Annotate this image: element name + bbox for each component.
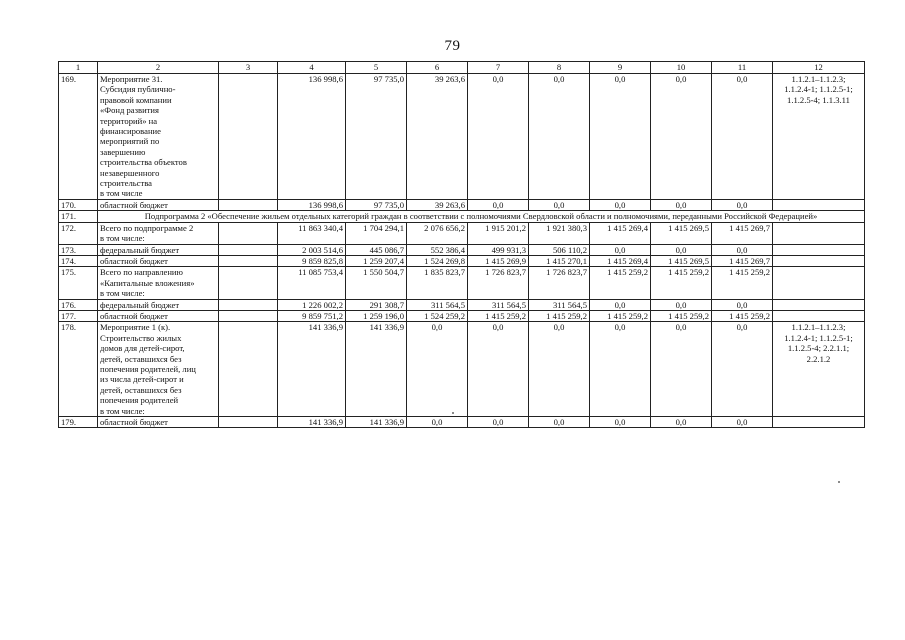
target-indicators [773,244,865,255]
row-name-line: Строительство жилых [100,332,182,343]
year-value-11: 1 415 269,7 [712,222,773,244]
year-value-5: 445 086,7 [346,244,407,255]
row-number: 172. [59,222,98,244]
target-indicators [773,299,865,310]
year-value-10: 0,0 [651,322,712,417]
year-value-5: 291 308,7 [346,299,407,310]
year-value-11: 1 415 269,7 [712,255,773,266]
row-name-line: «Капитальные вложения» [100,277,195,288]
year-value-10: 1 415 269,5 [651,255,712,266]
year-value-5: 1 259 196,0 [346,310,407,321]
year-value-10: 0,0 [651,74,712,200]
year-value-7: 0,0 [468,322,529,417]
year-value-9: 0,0 [590,417,651,428]
year-value-6: 0,0 [407,322,468,417]
year-value-9: 1 415 259,2 [590,310,651,321]
year-value-11: 0,0 [712,417,773,428]
table-row [59,255,865,266]
total-value: 1 226 002,2 [278,299,346,310]
col-3-value [219,255,278,266]
row-name-line: правовой компании [100,94,172,105]
year-value-9: 0,0 [590,244,651,255]
column-header-11: 11 [712,62,773,74]
column-header-5: 5 [346,62,407,74]
year-value-6: 1 524 259,2 [407,310,468,321]
row-number: 174. [59,255,98,266]
year-value-11: 0,0 [712,74,773,200]
table-row [59,74,865,200]
year-value-11: 0,0 [712,299,773,310]
col-3-value [219,299,278,310]
target-indicators [773,310,865,321]
year-value-9: 1 415 269,4 [590,222,651,244]
year-value-10: 0,0 [651,417,712,428]
row-name-line: в том числе: [100,288,145,299]
column-header-9: 9 [590,62,651,74]
year-value-8: 311 564,5 [529,299,590,310]
total-value: 9 859 825,8 [278,255,346,266]
row-name-line: федеральный бюджет [100,299,180,310]
row-name-line: Всего по направлению [100,267,183,278]
year-value-6: 2 076 656,2 [407,222,468,244]
row-number: 177. [59,310,98,321]
row-name-line: незавершенного [100,167,160,178]
target-indicators [773,417,865,428]
column-header-3: 3 [219,62,278,74]
year-value-6: 1 524 269,8 [407,255,468,266]
row-name-line: домов для детей-сирот, [100,343,185,354]
column-header-10: 10 [651,62,712,74]
target-indicators [773,74,865,200]
year-value-7: 0,0 [468,417,529,428]
row-number: 173. [59,244,98,255]
year-value-6: 311 564,5 [407,299,468,310]
year-value-6: 39 263,6 [407,199,468,210]
row-name-line: попечения родителей, лиц [100,363,196,374]
year-value-11: 1 415 259,2 [712,267,773,299]
target-indicator-line: 1.1.2.5-4; 2.2.1.1; [787,343,850,354]
row-name [98,244,219,255]
row-name-line: детей, оставшихся без [100,353,182,364]
column-header-6: 6 [407,62,468,74]
year-value-9: 1 415 259,2 [590,267,651,299]
table-header-row [59,62,865,74]
row-name-line: Субсидия публично- [100,84,176,95]
table-row [59,417,865,428]
total-value: 141 336,9 [278,417,346,428]
year-value-5: 1 259 207,4 [346,255,407,266]
target-indicator-line: 1.1.2.1–1.1.2.3; [791,322,846,333]
year-value-8: 0,0 [529,322,590,417]
row-name-line: мероприятий по [100,136,160,147]
table-row [59,222,865,244]
table-row [59,244,865,255]
page-number: 79 [444,38,461,54]
year-value-5: 141 336,9 [346,417,407,428]
table-row [59,299,865,310]
target-indicator-line: 1.1.2.1–1.1.2.3; [791,74,846,84]
column-header-7: 7 [468,62,529,74]
year-value-7: 1 415 269,9 [468,255,529,266]
row-number: 176. [59,299,98,310]
row-name [98,199,219,210]
budget-table [58,61,865,428]
year-value-8: 0,0 [529,74,590,200]
year-value-9: 1 415 269,4 [590,255,651,266]
total-value: 11 863 340,4 [278,222,346,244]
row-name-line: Всего по подпрограмме 2 [100,222,194,233]
year-value-6: 0,0 [407,417,468,428]
year-value-10: 1 415 259,2 [651,267,712,299]
row-name [98,267,219,299]
scan-speck [838,481,840,483]
year-value-8: 506 110,2 [529,244,590,255]
row-name-line: в том числе: [100,405,145,416]
row-name [98,299,219,310]
year-value-9: 0,0 [590,299,651,310]
year-value-7: 311 564,5 [468,299,529,310]
table-row [59,310,865,321]
year-value-10: 0,0 [651,199,712,210]
row-number: 171. [59,211,98,222]
year-value-9: 0,0 [590,199,651,210]
col-3-value [219,222,278,244]
col-3-value [219,244,278,255]
year-value-8: 1 921 380,3 [529,222,590,244]
year-value-10: 0,0 [651,299,712,310]
col-3-value [219,199,278,210]
column-header-12: 12 [773,62,865,74]
row-name-line: Мероприятие 31. [100,74,163,84]
year-value-7: 0,0 [468,74,529,200]
year-value-7: 1 726 823,7 [468,267,529,299]
row-name-line: попечения родителей [100,395,179,406]
target-indicators [773,267,865,299]
year-value-7: 0,0 [468,199,529,210]
subprogram-title: Подпрограмма 2 «Обеспечение жильем отдельных категорий граждан в соответствии с полномочиями Свердловской области и полномочиями, переданными Российской Федерацией» [98,211,865,222]
row-name-line: «Фонд развития [100,105,159,116]
row-number: 170. [59,199,98,210]
target-indicators [773,322,865,417]
total-value: 2 003 514,6 [278,244,346,255]
year-value-9: 0,0 [590,322,651,417]
total-value: 141 336,9 [278,322,346,417]
year-value-8: 0,0 [529,417,590,428]
row-name-line: федеральный бюджет [100,244,180,255]
table-row [59,322,865,417]
year-value-6: 39 263,6 [407,74,468,200]
row-name-line: Мероприятие 1 (к). [100,322,171,333]
col-3-value [219,417,278,428]
year-value-8: 1 726 823,7 [529,267,590,299]
target-indicators [773,199,865,210]
year-value-9: 0,0 [590,74,651,200]
total-value: 9 859 751,2 [278,310,346,321]
row-name [98,417,219,428]
total-value: 11 085 753,4 [278,267,346,299]
year-value-7: 1 915 201,2 [468,222,529,244]
year-value-6: 552 386,4 [407,244,468,255]
year-value-10: 1 415 259,2 [651,310,712,321]
year-value-6: 1 835 823,7 [407,267,468,299]
row-name-line: завершению [100,146,146,157]
table-row [59,267,865,299]
year-value-10: 1 415 269,5 [651,222,712,244]
row-name-line: детей, оставшихся без [100,384,182,395]
col-3-value [219,74,278,200]
year-value-5: 1 704 294,1 [346,222,407,244]
col-3-value [219,310,278,321]
target-indicators [773,255,865,266]
year-value-8: 1 415 270,1 [529,255,590,266]
table-row [59,211,865,222]
table-row [59,199,865,210]
year-value-8: 1 415 259,2 [529,310,590,321]
target-indicator-line: 1.1.2.5-4; 1.1.3.11 [787,94,850,105]
year-value-5: 1 550 504,7 [346,267,407,299]
row-name-line: областной бюджет [100,310,168,321]
scan-speck [452,412,454,414]
target-indicator-line: 1.1.2.4-1; 1.1.2.5-1; [784,332,853,343]
total-value: 136 998,6 [278,199,346,210]
row-name [98,222,219,244]
row-name [98,255,219,266]
row-number: 178. [59,322,98,417]
row-name-line: в том числе: [100,233,145,244]
year-value-11: 1 415 259,2 [712,310,773,321]
row-name [98,74,219,200]
row-name-line: в том числе [100,188,143,199]
row-name-line: областной бюджет [100,199,168,210]
row-name-line: областной бюджет [100,417,168,427]
row-name [98,322,219,417]
year-value-7: 499 931,3 [468,244,529,255]
row-name [98,310,219,321]
year-value-11: 0,0 [712,199,773,210]
row-number: 179. [59,417,98,428]
row-number: 169. [59,74,98,200]
year-value-11: 0,0 [712,322,773,417]
total-value: 136 998,6 [278,74,346,200]
row-number: 175. [59,267,98,299]
year-value-8: 0,0 [529,199,590,210]
row-name-line: строительства объектов [100,157,187,168]
target-indicator-line: 1.1.2.4-1; 1.1.2.5-1; [784,84,853,95]
row-name-line: территорий» на [100,115,158,126]
year-value-5: 97 735,0 [346,199,407,210]
column-header-2: 2 [98,62,219,74]
year-value-5: 97 735,0 [346,74,407,200]
col-3-value [219,322,278,417]
target-indicators [773,222,865,244]
year-value-5: 141 336,9 [346,322,407,417]
year-value-10: 0,0 [651,244,712,255]
row-name-line: из числа детей-сирот и [100,374,184,385]
row-name-line: областной бюджет [100,255,168,266]
col-3-value [219,267,278,299]
target-indicator-line: 2.2.1.2 [806,353,831,364]
row-name-line: строительства [100,178,152,189]
column-header-1: 1 [59,62,98,74]
row-name-line: финансирование [100,126,161,137]
column-header-4: 4 [278,62,346,74]
year-value-11: 0,0 [712,244,773,255]
column-header-8: 8 [529,62,590,74]
year-value-7: 1 415 259,2 [468,310,529,321]
